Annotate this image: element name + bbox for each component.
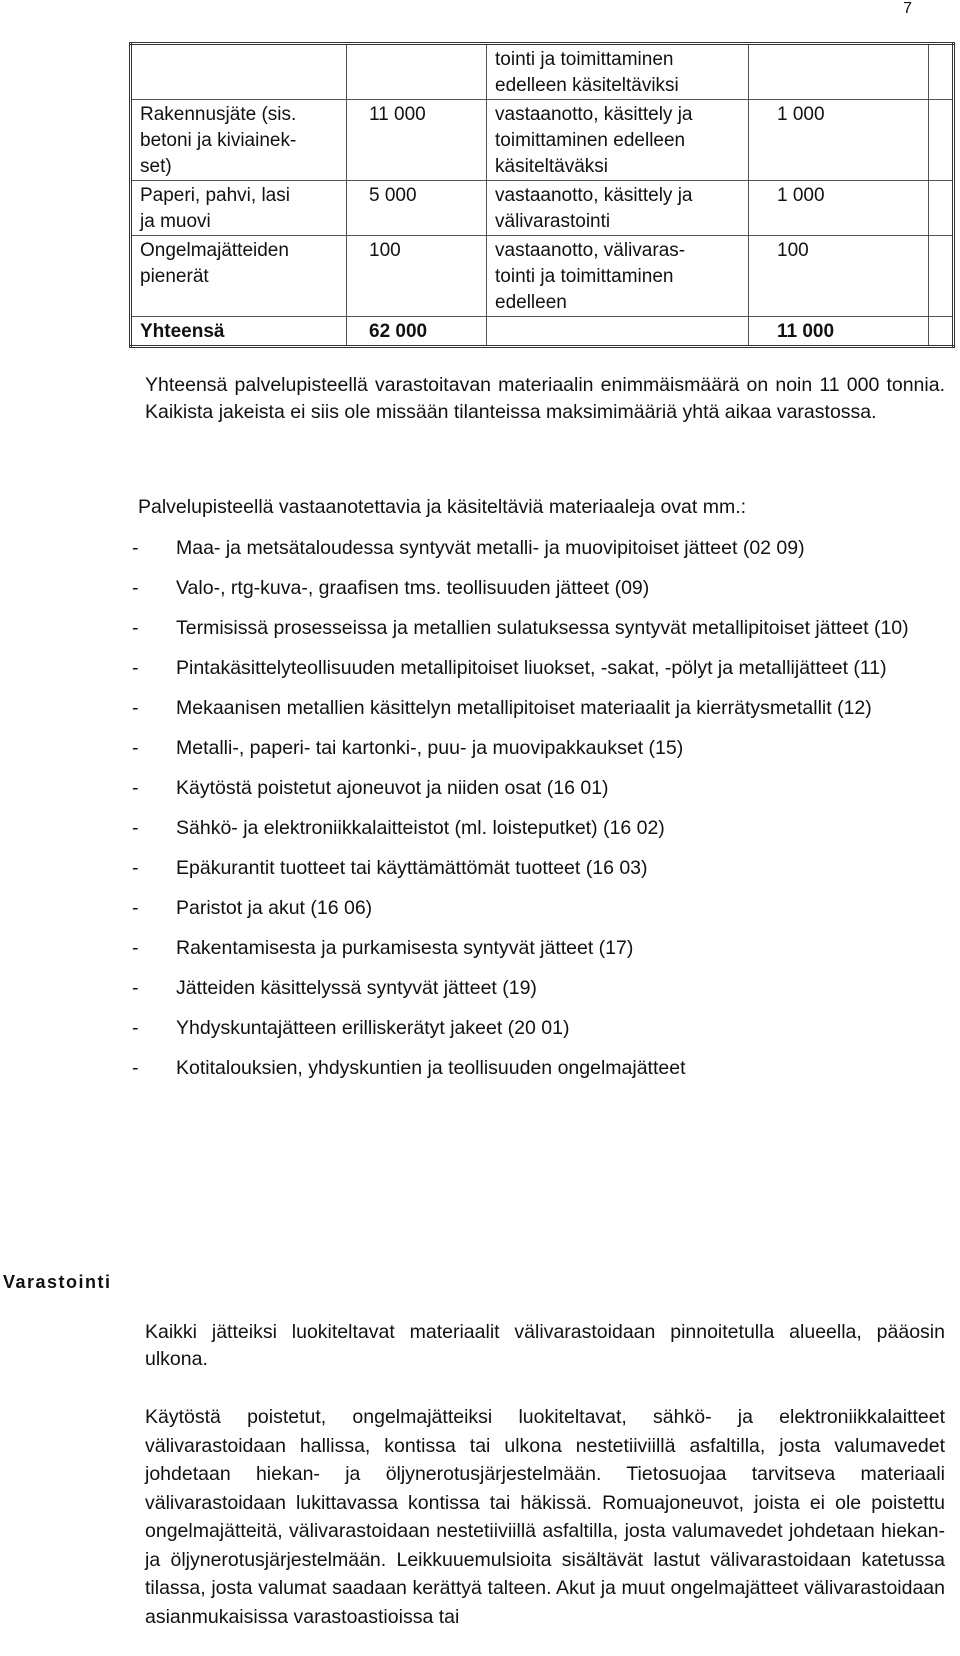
quantity-cell: 5 000 — [347, 181, 487, 236]
quantity-cell: 100 — [347, 236, 487, 317]
list-item-text: Valo-, rtg-kuva-, graafisen tms. teollisuuden jätteet (09) — [176, 577, 650, 599]
list-item — [132, 888, 957, 928]
list-item-text: Metalli-, paperi- tai kartonki-, puu- ja muovipakkaukset (15) — [176, 737, 684, 759]
activity-cell: vastaanotto, käsittely ja välivarastointi — [487, 181, 749, 236]
list-item — [132, 568, 957, 608]
summary-paragraph: Yhteensä palvelupisteellä varastoitavan materiaalin enimmäismäärä on noin 11 000 tonnia. Kaikista jakeista ei siis ole missään tilanteissa maksimimääriä yhtä aikaa varastossa. — [145, 374, 945, 423]
materials-list-intro: Palvelupisteellä vastaanotettavia ja käsiteltäviä materiaaleja ovat mm.: — [138, 496, 747, 518]
bullet-dash: - — [132, 697, 139, 719]
list-item-text: Käytöstä poistetut ajoneuvot ja niiden osat (16 01) — [176, 777, 609, 799]
list-item-text: Yhdyskuntajätteen erilliskerätyt jakeet (20 01) — [176, 1017, 570, 1039]
list-item-text: Jätteiden käsittelyssä syntyvät jätteet (19) — [176, 977, 537, 999]
bullet-dash: - — [132, 897, 139, 919]
list-item — [132, 608, 957, 648]
empty-cell — [929, 181, 954, 236]
list-item — [132, 1008, 957, 1048]
list-item-text: Maa- ja metsätaloudessa syntyvät metalli- ja muovipitoiset jätteet (02 09) — [176, 537, 805, 559]
bullet-dash: - — [132, 537, 139, 559]
list-item-text: Epäkurantit tuotteet tai käyttämättömät tuotteet (16 03) — [176, 857, 648, 879]
list-item-text: Rakentamisesta ja purkamisesta syntyvät jätteet (17) — [176, 937, 634, 959]
material-cell: Rakennusjäte (sis. betoni ja kiviainek- set) — [131, 100, 347, 181]
materials-list — [132, 528, 957, 1088]
section-heading: Varastointi — [3, 1272, 112, 1292]
bullet-dash: - — [132, 617, 139, 639]
list-item-text: Pintakäsittelyteollisuuden metallipitoiset liuokset, -sakat, -pölyt ja metallijätteet (11) — [176, 657, 887, 679]
storage-amount-cell: 100 — [749, 236, 929, 317]
list-item-text: Paristot ja akut (16 06) — [176, 897, 373, 919]
empty-cell — [487, 317, 749, 347]
empty-cell — [929, 236, 954, 317]
list-item — [132, 968, 957, 1008]
bullet-dash: - — [132, 937, 139, 959]
list-item — [132, 688, 957, 728]
empty-cell — [929, 317, 954, 347]
list-item — [132, 1048, 957, 1088]
storage-paragraph-2: Käytöstä poistetut, ongelmajätteiksi luokiteltavat, sähkö- ja elektroniikkalaitteet välivarastoidaan hallissa, kontissa tai ulkona nestetiiviillä asfaltilla, josta valumavedet johdetaan hiekan- ja öljynerotusjärjestelmään. Tietosuojaa tarvitseva materiaali välivarastoidaan lukittavassa kontissa tai häkissä. Romuajoneuvot, joista ei ole poistettu ongelmajätteitä, välivarastoidaan nestetiiviillä asfaltilla, josta valumavedet johdetaan hiekan- ja öljynerotusjärjestelmään. Leikkuuemulsioita sisältävät lastut välivarastoidaan katetussa tilassa, josta valumat saadaan kerättyä talteen. Akut ja muut ongelmajätteet välivarastoidaan asianmukaisissa varastoastioissa tai — [145, 1406, 945, 1628]
bullet-dash: - — [132, 857, 139, 879]
storage-amount-cell: 1 000 — [749, 181, 929, 236]
activity-cell: tointi ja toimittaminen edelleen käsiteltäviksi — [487, 44, 749, 100]
list-item — [132, 928, 957, 968]
list-item-text: Termisissä prosesseissa ja metallien sulatuksessa syntyvät metallipitoiset jätteet (10) — [176, 617, 909, 639]
list-item — [132, 648, 957, 688]
list-item — [132, 768, 957, 808]
bullet-dash: - — [132, 977, 139, 999]
bullet-dash: - — [132, 737, 139, 759]
quantity-cell: 11 000 — [347, 100, 487, 181]
material-cell — [131, 44, 347, 100]
empty-cell — [929, 100, 954, 181]
storage-paragraph-1: Kaikki jätteiksi luokiteltavat materiaalit välivarastoidaan pinnoitetulla alueella, pääosin ulkona. — [145, 1321, 945, 1370]
activity-cell: vastaanotto, välivaras- tointi ja toimittaminen edelleen — [487, 236, 749, 317]
activity-cell: vastaanotto, käsittely ja toimittaminen edelleen käsiteltäväksi — [487, 100, 749, 181]
storage-amount-cell: 1 000 — [749, 100, 929, 181]
list-item-text: Mekaanisen metallien käsittelyn metallipitoiset materiaalit ja kierrätysmetallit (12) — [176, 697, 872, 719]
table-row — [131, 100, 954, 181]
list-item — [132, 848, 957, 888]
total-storage-amount: 11 000 — [749, 317, 929, 347]
table-row — [131, 236, 954, 317]
quantity-cell — [347, 44, 487, 100]
bullet-dash: - — [132, 657, 139, 679]
table-row — [131, 44, 954, 100]
list-item — [132, 808, 957, 848]
list-item-text: Sähkö- ja elektroniikkalaitteistot (ml. loisteputket) (16 02) — [176, 817, 665, 839]
bullet-dash: - — [132, 777, 139, 799]
storage-amount-cell — [749, 44, 929, 100]
table-total-row — [131, 317, 954, 347]
page-number: 7 — [903, 0, 912, 17]
table-row — [131, 181, 954, 236]
total-label: Yhteensä — [131, 317, 347, 347]
material-cell: Ongelmajätteiden pienerät — [131, 236, 347, 317]
list-item-text: Kotitalouksien, yhdyskuntien ja teollisuuden ongelmajätteet — [176, 1057, 686, 1079]
list-item — [132, 528, 957, 568]
bullet-dash: - — [132, 577, 139, 599]
bullet-dash: - — [132, 1057, 139, 1079]
material-cell: Paperi, pahvi, lasi ja muovi — [131, 181, 347, 236]
empty-cell — [929, 44, 954, 100]
list-item — [132, 728, 957, 768]
total-quantity: 62 000 — [347, 317, 487, 347]
storage-capacity-table — [129, 42, 955, 348]
bullet-dash: - — [132, 817, 139, 839]
bullet-dash: - — [132, 1017, 139, 1039]
